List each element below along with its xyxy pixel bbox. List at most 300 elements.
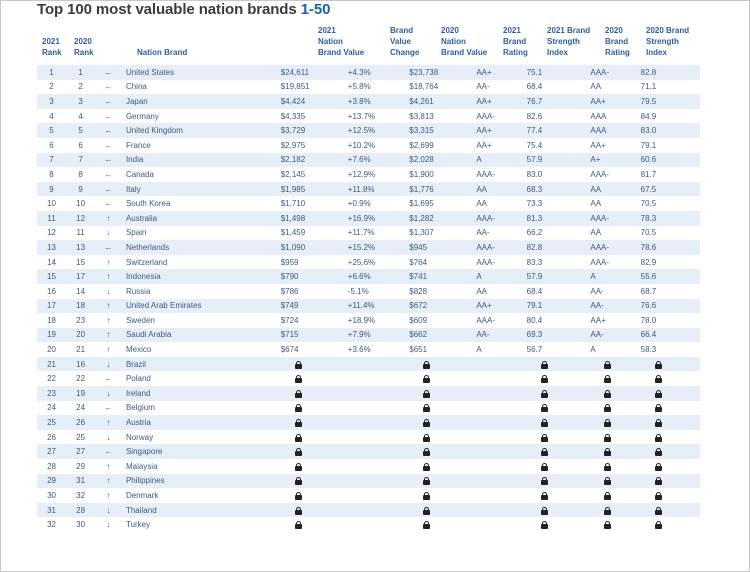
rank-change-icon: ↑	[106, 461, 111, 471]
strength-2020-cell: 70.5	[640, 228, 657, 238]
lock-icon	[295, 521, 302, 529]
nation-name-cell: Canada	[125, 169, 154, 179]
rank-change-icon: ←	[104, 374, 113, 384]
header-strength-2020	[646, 25, 689, 58]
nation-name-cell: Malaysia	[125, 461, 158, 471]
locked-cell	[641, 430, 700, 445]
value-change-cell: +11.4%	[348, 299, 409, 314]
table-row	[37, 240, 700, 255]
value-change-cell: +11.8%	[348, 182, 409, 197]
lock-icon	[604, 390, 611, 398]
rank-2020-cell: 26	[66, 415, 95, 430]
table-row	[37, 386, 700, 401]
value-2021-cell: $2,145	[280, 169, 306, 179]
nation-name-cell: United Kingdom	[122, 123, 281, 138]
rank-2021-cell: 26	[47, 432, 56, 442]
value-2021-cell: $790	[281, 269, 348, 284]
value-change-cell: +10.2%	[347, 140, 376, 150]
rank-change-icon: ↑	[95, 415, 122, 430]
lock-icon	[655, 390, 662, 398]
rank-2021-cell: 1	[37, 65, 66, 80]
header-line: Brand Value	[441, 48, 488, 57]
table-row	[37, 517, 700, 532]
lock-icon	[423, 477, 430, 485]
header-line: 2021	[42, 37, 60, 46]
strength-2021-cell: 77.4	[527, 123, 591, 138]
rank-change-icon: ↓	[95, 357, 122, 372]
locked-cell	[590, 503, 640, 518]
rating-2021-cell: AAA-	[476, 315, 496, 325]
rank-change-icon: ←	[95, 65, 122, 80]
value-change-cell: +15.2%	[348, 240, 409, 255]
rank-2020-cell: 1	[66, 65, 95, 80]
lock-icon	[423, 492, 430, 500]
locked-cell	[527, 517, 591, 532]
table-row	[37, 430, 700, 445]
lock-icon	[604, 419, 611, 427]
table-row	[37, 211, 700, 226]
rank-change-icon: ↑	[95, 269, 122, 284]
rating-2021-cell: AA	[476, 286, 488, 296]
rank-2021-cell: 3	[37, 94, 66, 109]
rank-change-icon: ↑	[106, 315, 111, 325]
locked-cell	[590, 444, 640, 459]
strength-2020-cell: 66.4	[641, 328, 700, 343]
rank-change-icon: ←	[104, 82, 113, 92]
lock-icon	[295, 507, 302, 515]
rank-2021-cell: 19	[37, 328, 66, 343]
rank-change-icon: ↓	[106, 432, 111, 442]
locked-cell	[281, 503, 348, 518]
rating-2020-cell: AAA-	[590, 211, 640, 226]
rank-2020-cell: 2	[78, 82, 83, 92]
value-2020-cell: $2,699	[409, 140, 434, 150]
rank-2020-cell: 24	[76, 403, 86, 413]
locked-cell	[590, 459, 640, 474]
lock-icon	[295, 463, 302, 471]
table-row	[37, 109, 700, 124]
locked-cell	[590, 386, 640, 401]
strength-2020-cell: 68.7	[640, 286, 657, 296]
lock-icon	[655, 434, 662, 442]
nation-name-cell: Austria	[122, 415, 281, 430]
rank-2020-cell: 21	[76, 345, 86, 355]
rating-2020-cell: AA-	[590, 328, 640, 343]
page-title	[37, 1, 330, 18]
rating-2020-cell: AA	[590, 228, 602, 238]
rating-2020-cell: AAA	[590, 123, 640, 138]
empty-cell	[348, 415, 409, 430]
locked-cell	[527, 401, 591, 416]
rating-2021-cell: A	[476, 153, 526, 168]
locked-cell	[527, 488, 591, 503]
value-change-cell: +0.9%	[347, 199, 371, 209]
lock-icon	[541, 434, 548, 442]
header-line: Brand	[503, 37, 527, 46]
lock-icon	[604, 434, 611, 442]
table-row	[37, 474, 700, 489]
rating-2020-cell: AAA-	[590, 65, 640, 80]
strength-2021-cell: 81.3	[527, 211, 591, 226]
rank-change-icon: ↑	[106, 257, 111, 267]
rating-2020-cell: AA-	[590, 299, 640, 314]
rating-2020-cell: AA	[590, 182, 640, 197]
value-2020-cell: $1,307	[409, 228, 434, 238]
rating-2021-cell: AA+	[476, 65, 526, 80]
rank-change-icon: ←	[104, 403, 113, 413]
locked-cell	[527, 474, 591, 489]
strength-2020-cell: 78.6	[641, 240, 700, 255]
strength-2021-cell: 68.3	[527, 182, 591, 197]
lock-icon	[423, 463, 430, 471]
lock-icon	[541, 361, 548, 369]
rating-2020-cell: AA+	[590, 315, 606, 325]
rank-change-icon: ↑	[95, 474, 122, 489]
value-2020-cell: $3,813	[409, 111, 434, 121]
locked-cell	[641, 401, 700, 416]
rank-2020-cell: 15	[76, 257, 86, 267]
rating-2020-cell: AA	[590, 82, 602, 92]
locked-cell	[409, 444, 476, 459]
lock-icon	[604, 375, 611, 383]
rank-change-icon: ↓	[95, 503, 122, 518]
lock-icon	[655, 404, 662, 412]
rating-2021-cell: AA-	[476, 82, 490, 92]
value-change-cell: +25.6%	[347, 257, 376, 267]
table-row	[37, 299, 700, 314]
value-change-cell: +13.7%	[347, 111, 376, 121]
rating-2021-cell: AA+	[476, 94, 526, 109]
rating-2020-cell: AAA	[590, 111, 607, 121]
nation-name-cell: Italy	[122, 182, 281, 197]
value-2021-cell: $3,729	[281, 123, 348, 138]
value-2020-cell: $672	[409, 299, 476, 314]
locked-cell	[590, 357, 640, 372]
nation-name-cell: Switzerland	[125, 257, 168, 267]
strength-2021-cell: 69.3	[527, 328, 591, 343]
locked-cell	[641, 459, 700, 474]
locked-cell	[527, 371, 591, 386]
table-row	[37, 94, 700, 109]
locked-cell	[409, 430, 476, 445]
lock-icon	[295, 390, 302, 398]
value-2021-cell: $674	[280, 345, 299, 355]
empty-cell	[348, 401, 409, 416]
rank-change-icon: ←	[95, 444, 122, 459]
locked-cell	[281, 444, 348, 459]
strength-2020-cell: 60.6	[641, 153, 700, 168]
rating-2020-cell: AA-	[590, 286, 604, 296]
rating-2021-cell: AA	[476, 199, 488, 209]
header-line: 2020 Brand	[646, 26, 690, 35]
rank-2021-cell: 2	[49, 82, 54, 92]
nation-name-cell: United Arab Emirates	[122, 299, 281, 314]
header-line: Nation	[441, 37, 466, 46]
value-2020-cell: $741	[409, 269, 476, 284]
rank-2020-cell: 5	[66, 123, 95, 138]
lock-icon	[604, 361, 611, 369]
rating-2021-cell: AAA-	[476, 211, 526, 226]
rank-2020-cell: 32	[76, 491, 86, 501]
lock-icon	[655, 448, 662, 456]
table-row	[37, 488, 700, 503]
empty-cell	[348, 488, 409, 503]
rating-2020-cell: AA+	[590, 94, 640, 109]
nation-name-cell: Turkey	[125, 520, 151, 530]
strength-2020-cell: 78.3	[641, 211, 700, 226]
rank-2021-cell: 12	[47, 228, 56, 238]
header-value-2021	[318, 25, 364, 58]
value-change-cell: +11.7%	[347, 228, 375, 238]
lock-icon	[655, 477, 662, 485]
value-2020-cell: $3,315	[409, 123, 476, 138]
rating-2021-cell: A	[476, 269, 526, 284]
table-row	[37, 342, 700, 357]
header-strength-2021	[547, 25, 590, 58]
strength-2021-cell: 82.8	[527, 240, 591, 255]
lock-icon	[655, 492, 662, 500]
lock-icon	[423, 419, 430, 427]
rank-2021-cell: 23	[37, 386, 66, 401]
lock-icon	[604, 492, 611, 500]
table-row	[37, 167, 700, 182]
locked-cell	[281, 430, 348, 445]
value-2020-cell: $23,738	[409, 65, 476, 80]
value-2021-cell: $786	[280, 286, 299, 296]
title-text: Top 100 most valuable nation brands	[37, 1, 301, 18]
table-row	[37, 196, 700, 211]
table-row	[37, 328, 700, 343]
nation-name-cell: Ireland	[122, 386, 281, 401]
lock-icon	[541, 404, 548, 412]
header-value-2020	[441, 25, 487, 58]
lock-icon	[423, 521, 430, 529]
value-change-cell: +3.8%	[348, 94, 409, 109]
value-2020-cell: $4,261	[409, 94, 476, 109]
table-row	[37, 415, 700, 430]
locked-cell	[590, 401, 640, 416]
nation-name-cell: Japan	[122, 94, 281, 109]
lock-icon	[604, 448, 611, 456]
empty-cell	[476, 488, 526, 503]
table-row	[37, 503, 700, 518]
rank-2020-cell: 20	[66, 328, 95, 343]
value-2021-cell: $715	[281, 328, 348, 343]
strength-2021-cell: 83.0	[526, 169, 543, 179]
lock-icon	[541, 521, 548, 529]
strength-2021-cell: 82.6	[526, 111, 543, 121]
nation-name-cell: Belgium	[125, 403, 155, 413]
locked-cell	[590, 474, 640, 489]
locked-cell	[527, 430, 591, 445]
header-line: Nation Brand	[137, 48, 188, 57]
table-row	[37, 401, 700, 416]
strength-2020-cell: 55.6	[641, 269, 700, 284]
header-line: Index	[646, 48, 667, 57]
locked-cell	[590, 371, 640, 386]
empty-cell	[348, 430, 409, 445]
lock-icon	[295, 404, 302, 412]
rank-2020-cell: 6	[78, 140, 83, 150]
header-line: Rank	[74, 48, 94, 57]
nation-name-cell: Germany	[125, 111, 159, 121]
nation-name-cell: Australia	[122, 211, 281, 226]
locked-cell	[281, 488, 348, 503]
rank-2020-cell: 17	[66, 269, 95, 284]
header-line: 2021	[503, 26, 521, 35]
rank-2021-cell: 7	[37, 153, 66, 168]
table-row	[37, 138, 700, 153]
locked-cell	[641, 386, 700, 401]
rank-2021-cell: 10	[47, 199, 56, 209]
rank-change-icon: ↑	[106, 491, 111, 501]
lock-icon	[423, 448, 430, 456]
nation-name-cell: United States	[122, 65, 281, 80]
empty-cell	[476, 444, 526, 459]
lock-icon	[295, 434, 302, 442]
lock-icon	[604, 463, 611, 471]
nation-name-cell: China	[125, 82, 147, 92]
header-line: Rating	[605, 48, 630, 57]
rank-change-icon: ↑	[95, 211, 122, 226]
header-line: Rating	[503, 48, 528, 57]
rank-2021-cell: 25	[37, 415, 66, 430]
rating-2021-cell: AAA-	[476, 240, 526, 255]
lock-icon	[655, 419, 662, 427]
locked-cell	[641, 474, 700, 489]
locked-cell	[590, 488, 640, 503]
rank-2020-cell: 9	[66, 182, 95, 197]
value-change-cell: +5.8%	[347, 82, 371, 92]
rank-2020-cell: 18	[66, 299, 95, 314]
rank-2021-cell: 24	[47, 403, 56, 413]
strength-2021-cell: 75.4	[526, 140, 543, 150]
empty-cell	[348, 474, 409, 489]
title-range: 1-50	[300, 1, 331, 18]
rank-2020-cell: 11	[76, 228, 85, 238]
nation-name-cell: Poland	[125, 374, 151, 384]
value-2021-cell: $19,851	[280, 82, 310, 92]
strength-2021-cell: 76.7	[527, 94, 591, 109]
header-line: Change	[390, 48, 420, 57]
rank-2021-cell: 22	[47, 374, 56, 384]
nation-name-cell: Spain	[125, 228, 147, 238]
value-2021-cell: $2,182	[281, 153, 348, 168]
nation-name-cell: Saudi Arabia	[122, 328, 281, 343]
rating-2021-cell: AAA-	[476, 111, 496, 121]
strength-2020-cell: 79.5	[641, 94, 700, 109]
rank-2021-cell: 17	[37, 299, 66, 314]
rank-2020-cell: 16	[66, 357, 95, 372]
lock-icon	[655, 521, 662, 529]
value-change-cell: +4.3%	[348, 65, 409, 80]
rating-2020-cell: AAA-	[590, 257, 610, 267]
rank-2021-cell: 30	[47, 491, 56, 501]
rank-2020-cell: 8	[78, 169, 83, 179]
strength-2021-cell: 66.2	[526, 228, 543, 238]
nation-name-cell: Russia	[125, 286, 151, 296]
locked-cell	[527, 386, 591, 401]
lock-icon	[541, 463, 548, 471]
header-line: Strength	[646, 37, 679, 46]
rank-change-icon: ←	[95, 240, 122, 255]
strength-2020-cell: 83.0	[641, 123, 700, 138]
locked-cell	[590, 415, 640, 430]
value-2021-cell: $1,459	[280, 228, 306, 238]
rating-2021-cell: AA+	[476, 299, 526, 314]
header-rank-2021	[42, 36, 62, 58]
value-2020-cell: $609	[409, 315, 428, 325]
rank-2021-cell: 15	[37, 269, 66, 284]
value-2021-cell: $749	[281, 299, 348, 314]
table-row	[37, 226, 700, 241]
rank-change-icon: ←	[104, 199, 113, 209]
nation-name-cell: France	[125, 140, 151, 150]
rank-change-icon: ↓	[95, 386, 122, 401]
lock-icon	[655, 361, 662, 369]
value-2021-cell: $1,498	[281, 211, 348, 226]
rating-2021-cell: AAA-	[476, 169, 496, 179]
value-2021-cell: $959	[280, 257, 299, 267]
nation-name-cell: Philippines	[122, 474, 281, 489]
rank-2020-cell: 19	[66, 386, 95, 401]
header-line: 2021	[318, 26, 336, 35]
rank-change-icon: ←	[95, 123, 122, 138]
rank-change-icon: ←	[104, 111, 113, 121]
header-line: Rank	[42, 48, 62, 57]
rank-2021-cell: 27	[37, 444, 66, 459]
locked-cell	[527, 357, 591, 372]
locked-cell	[281, 386, 348, 401]
locked-cell	[409, 459, 476, 474]
value-2020-cell: $1,776	[409, 182, 476, 197]
rank-2021-cell: 21	[37, 357, 66, 372]
rating-2021-cell: A	[476, 345, 482, 355]
header-line: Brand	[605, 37, 629, 46]
table-row	[37, 65, 700, 80]
locked-cell	[641, 415, 700, 430]
rating-2021-cell: AA	[476, 182, 526, 197]
locked-cell	[409, 386, 476, 401]
lock-icon	[604, 507, 611, 515]
lock-icon	[604, 521, 611, 529]
value-change-cell: +7.9%	[348, 328, 409, 343]
value-2020-cell: $2,028	[409, 153, 476, 168]
header-rating-2021	[503, 25, 528, 58]
strength-2020-cell: 58.3	[640, 345, 657, 355]
rating-2020-cell: AA	[590, 199, 602, 209]
rating-2021-cell: AA+	[476, 140, 492, 150]
rank-2021-cell: 6	[49, 140, 54, 150]
locked-cell	[409, 474, 476, 489]
value-2021-cell: $1,090	[281, 240, 348, 255]
rank-change-icon: ↑	[95, 328, 122, 343]
empty-cell	[476, 430, 526, 445]
rating-2021-cell: AAA-	[476, 257, 496, 267]
table-row	[37, 182, 700, 197]
table-row	[37, 357, 700, 372]
empty-cell	[476, 371, 526, 386]
rank-2021-cell: 13	[37, 240, 66, 255]
empty-cell	[476, 386, 526, 401]
value-change-cell: +12.5%	[348, 123, 409, 138]
lock-icon	[423, 390, 430, 398]
rank-2020-cell: 12	[66, 211, 95, 226]
value-2020-cell: $18,764	[409, 82, 439, 92]
nation-name-cell: Norway	[125, 432, 154, 442]
nation-name-cell: Mexico	[125, 345, 152, 355]
locked-cell	[641, 357, 700, 372]
